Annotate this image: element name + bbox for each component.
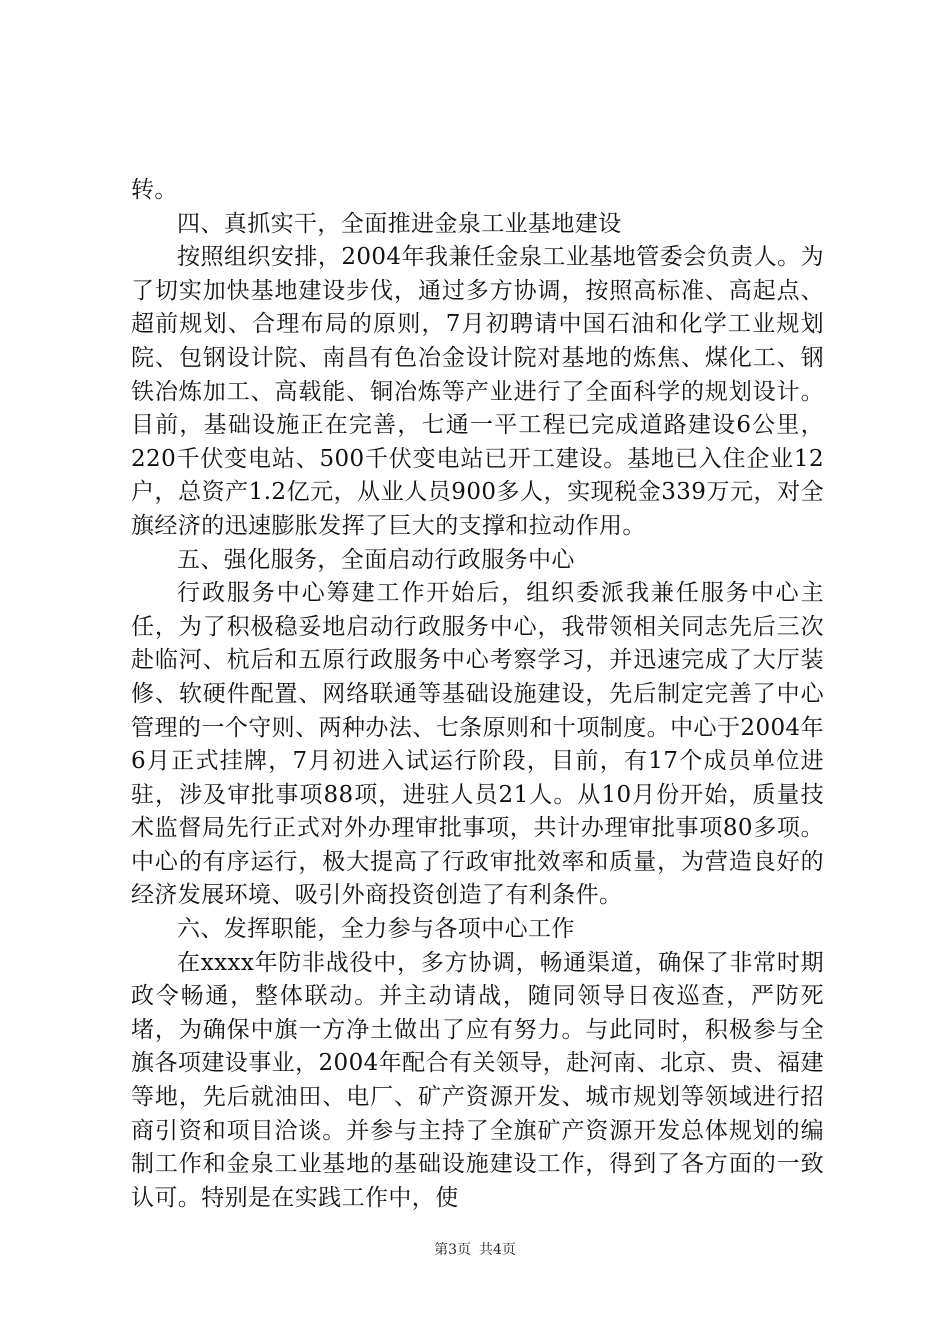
paragraph-industrial-base: 按照组织安排，2004年我兼任金泉工业基地管委会负责人。为了切实加快基地建设步伐，通过多方协调，按照高标准、高起点、超前规划、合理布局的原则，7月初聘请中国石油和化学工业规划院、包钢设计院、南昌有色冶金设计院对基地的炼焦、煤化工、钢铁冶炼加工、高载能、铜冶炼等产业进行了全面科学的规划设计。目前，基础设施正在完善，七通一平工程已完成道路建设6公里，220千伏变电站、500千伏变电站已开工建设。基地已入住企业12户，总资产1.2亿元，从业人员900多人，实现税金339万元，对全旗经济的迅速膨胀发挥了巨大的支撑和拉动作用。: [131, 244, 824, 539]
section-heading-5: 五、强化服务，全面启动行政服务中心: [177, 546, 575, 573]
paragraph-central-work: 在xxxx年防非战役中，多方协调，畅通渠道，确保了非常时期政令畅通，整体联动。并主动请战，随同领导日夜巡查，严防死堵，为确保中旗一方净土做出了应有努力。与此同时，积极参与全旗各项建设事业，2004年配合有关领导，赴河南、北京、贵、福建等地，先后就油田、电厂、矿产资源开发、城市规划等领域进行招商引资和项目洽谈。并参与主持了全旗矿产资源开发总体规划的编制工作和金泉工业基地的基础设施建设工作，得到了各方面的一致认可。特别是在实践工作中，使: [131, 949, 824, 1211]
document-body: [131, 174, 824, 1215]
paragraph-service-center: 行政服务中心筹建工作开始后，组织委派我兼任服务中心主任，为了积极稳妥地启动行政服务中心，我带领相关同志先后三次赴临河、杭后和五原行政服务中心考察学习，并迅速完成了大厅装修、软硬件配置、网络联通等基础设施建设，先后制定完善了中心管理的一个守则、两种办法、七条原则和十项制度。中心于2004年6月正式挂牌，7月初进入试运行阶段，目前，有17个成员单位进驻，涉及审批事项88项，进驻人员21人。从10月份开始，质量技术监督局先行正式对外办理审批事项，共计办理审批事项80多项。中心的有序运行，极大提高了行政审批效率和质量，为营造良好的经济发展环境、吸引外商投资创造了有利条件。: [131, 580, 824, 909]
page-total: 共4页: [479, 1242, 516, 1258]
section-heading-6: 六、发挥职能，全力参与各项中心工作: [177, 916, 575, 943]
paragraph-continuation: 转。: [131, 177, 178, 203]
section-heading-4: 四、真抓实干，全面推进金泉工业基地建设: [177, 210, 622, 237]
page-footer: [0, 1240, 950, 1260]
page-number: 第3页: [434, 1242, 471, 1258]
